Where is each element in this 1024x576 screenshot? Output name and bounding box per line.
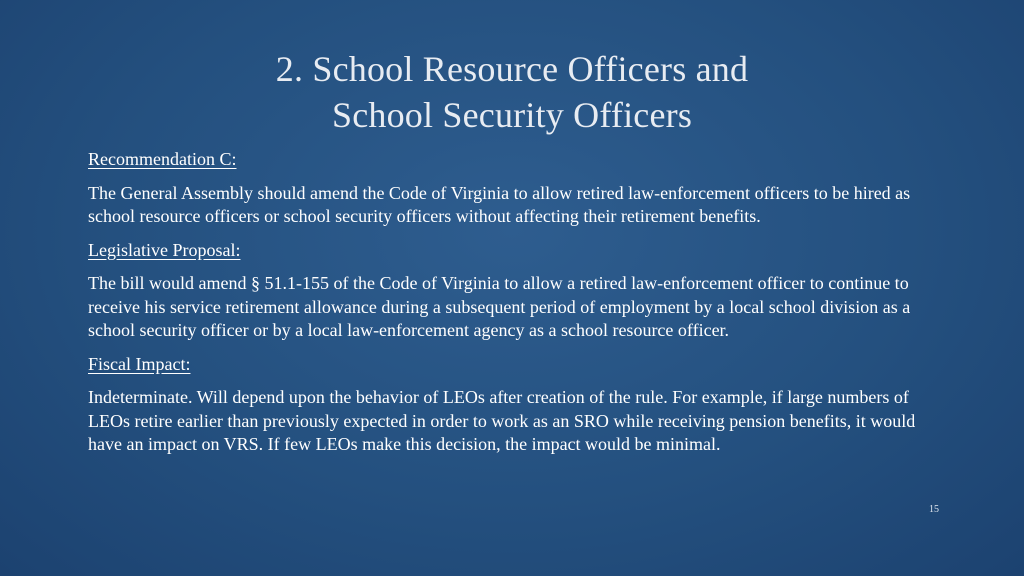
slide-title-line-1: 2. School Resource Officers and — [275, 49, 749, 89]
legislative-proposal-heading: Legislative Proposal: — [88, 239, 241, 260]
legislative-proposal-text: The bill would amend § 51.1-155 of the Code of Virginia to allow a retired law-enforcement officer to continue to receive his service retirement allowance during a subsequent period of employment by a local school division as a school security officer or by a local law-enforcement agency as a school resource officer. — [88, 273, 911, 340]
recommendation-heading: Recommendation C: — [88, 149, 237, 169]
page-number: 15 — [929, 504, 939, 515]
fiscal-impact-text: Indeterminate. Will depend upon the behavior of LEOs after creation of the rule. For example, if large numbers of LEOs retire earlier than previously expected in order to work as an SRO while receiving pension benefits, it would have an impact on VRS. If few LEOs make this decision, the impact would be minimal. — [88, 387, 916, 454]
slide-content — [88, 148, 948, 467]
fiscal-impact-heading: Fiscal Impact: — [88, 353, 191, 374]
recommendation-text: The General Assembly should amend the Code of Virginia to allow retired law-enforcement officers to be hired as school resource officers or school security officers without affecting their retirement benefits. — [88, 182, 911, 226]
slide-title-line-2: School Security Officers — [331, 95, 693, 135]
slide-title — [0, 46, 1024, 138]
